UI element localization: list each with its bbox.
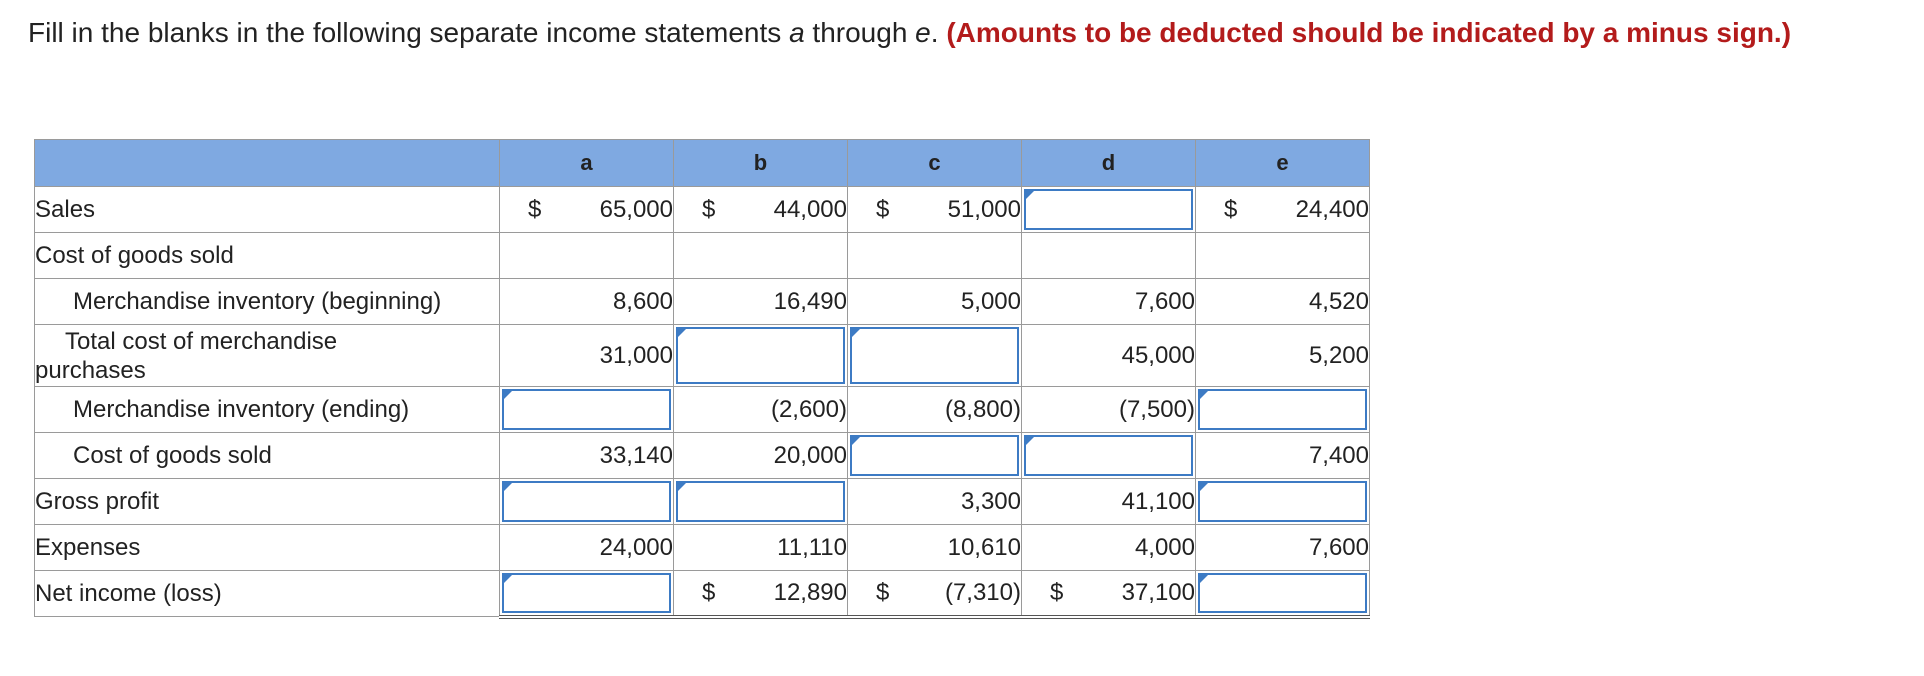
col-header-c: c [848,140,1022,187]
expenses-a: 24,000 [500,525,674,571]
col-header-a: a [500,140,674,187]
dollar-sign: $ [702,195,716,223]
inv-end-c: (8,800) [848,387,1022,433]
col-header-b: b [674,140,848,187]
dollar-sign: $ [702,578,716,606]
gross-profit-d: 41,100 [1022,479,1196,525]
row-purchases [35,325,1370,387]
cogs-a: 33,140 [500,433,674,479]
row-gross-profit [35,479,1370,525]
inv-begin-b: 16,490 [674,279,848,325]
inv-begin-a: 8,600 [500,279,674,325]
input-marker-icon [676,481,688,493]
expenses-d: 4,000 [1022,525,1196,571]
empty-cell [500,233,674,279]
expenses-c: 10,610 [848,525,1022,571]
answer-input-box[interactable] [502,481,671,522]
instructions-italic-e: e [915,17,931,48]
answer-input-box[interactable] [1198,389,1367,430]
cell-value: 51,000 [947,195,1021,223]
instructions-note: (Amounts to be deducted should be indicated by a minus sign.) [946,17,1792,48]
inv-begin-e: 4,520 [1196,279,1370,325]
input-marker-icon [502,389,514,401]
input-marker-icon [1198,573,1210,585]
input-marker-icon [1198,389,1210,401]
answer-input-box[interactable] [676,327,845,384]
gross-profit-a-input[interactable] [500,479,674,525]
cell-value: 24,400 [1295,195,1369,223]
row-label-sales: Sales [35,187,500,233]
cell-value: 65,000 [599,195,673,223]
net-income-e-input[interactable] [1196,571,1370,617]
inv-end-e-input[interactable] [1196,387,1370,433]
sales-b [674,187,848,233]
input-marker-icon [850,327,862,339]
row-cogs-header [35,233,1370,279]
input-marker-icon [502,481,514,493]
answer-input-box[interactable] [1198,481,1367,522]
dollar-sign: $ [876,578,890,606]
dollar-sign: $ [876,195,890,223]
purchases-d: 45,000 [1022,325,1196,387]
input-marker-icon [676,327,688,339]
inv-begin-d: 7,600 [1022,279,1196,325]
row-sales [35,187,1370,233]
cell-value: 37,100 [1121,578,1195,606]
empty-cell [1196,233,1370,279]
col-header-d: d [1022,140,1196,187]
dollar-sign: $ [1050,578,1064,606]
sales-a [500,187,674,233]
net-income-d [1022,571,1196,617]
sales-c [848,187,1022,233]
dollar-sign: $ [1224,195,1238,223]
input-marker-icon [502,573,514,585]
net-income-a-input[interactable] [500,571,674,617]
cell-value: 12,890 [773,578,847,606]
col-header-e: e [1196,140,1370,187]
inv-end-d: (7,500) [1022,387,1196,433]
answer-input-box[interactable] [1024,435,1193,476]
purchases-b-input[interactable] [674,325,848,387]
row-label-inventory-beginning: Merchandise inventory (beginning) [35,279,500,325]
instructions-text [28,14,1908,52]
cogs-b: 20,000 [674,433,848,479]
instructions-part3: . [930,17,947,48]
input-marker-icon [850,435,862,447]
gross-profit-b-input[interactable] [674,479,848,525]
row-expenses [35,525,1370,571]
row-net-income [35,571,1370,617]
input-marker-icon [1024,189,1036,201]
answer-input-box[interactable] [1198,573,1367,613]
answer-input-box[interactable] [502,573,671,613]
cogs-e: 7,400 [1196,433,1370,479]
net-income-b [674,571,848,617]
row-label-cogs: Cost of goods sold [35,433,500,479]
row-label-expenses: Expenses [35,525,500,571]
row-label-purchases [35,325,500,387]
row-cogs [35,433,1370,479]
cogs-c-input[interactable] [848,433,1022,479]
sales-e [1196,187,1370,233]
answer-input-box[interactable] [676,481,845,522]
answer-input-box[interactable] [502,389,671,430]
answer-input-box[interactable] [850,435,1019,476]
answer-input-box[interactable] [1024,189,1193,230]
purchases-e: 5,200 [1196,325,1370,387]
inv-begin-c: 5,000 [848,279,1022,325]
header-label-cell [35,140,500,187]
empty-cell [1022,233,1196,279]
cell-value: 44,000 [773,195,847,223]
income-statements-table [34,139,1370,619]
purchases-label-line1: Total cost of merchandise [65,327,338,355]
answer-input-box[interactable] [850,327,1019,384]
purchases-a: 31,000 [500,325,674,387]
net-income-c [848,571,1022,617]
expenses-e: 7,600 [1196,525,1370,571]
header-row [35,140,1370,187]
row-inventory-beginning [35,279,1370,325]
gross-profit-c: 3,300 [848,479,1022,525]
row-label-inventory-ending: Merchandise inventory (ending) [35,387,500,433]
inv-end-a-input[interactable] [500,387,674,433]
purchases-label-line2: purchases [35,356,146,384]
empty-cell [674,233,848,279]
dollar-sign: $ [528,195,542,223]
input-marker-icon [1198,481,1210,493]
purchases-c-input[interactable] [848,325,1022,387]
cogs-d-input[interactable] [1022,433,1196,479]
instructions-part1: Fill in the blanks in the following separate income statements [28,17,790,48]
instructions-part2: through [804,17,916,48]
inv-end-b: (2,600) [674,387,848,433]
row-label-gross-profit: Gross profit [35,479,500,525]
row-inventory-ending [35,387,1370,433]
empty-cell [848,233,1022,279]
gross-profit-e-input[interactable] [1196,479,1370,525]
instructions-italic-a: a [789,17,805,48]
row-label-cogs-header: Cost of goods sold [35,233,500,279]
expenses-b: 11,110 [674,525,848,571]
row-label-net-income: Net income (loss) [35,571,500,617]
input-marker-icon [1024,435,1036,447]
sales-d-input[interactable] [1022,187,1196,233]
cell-value: (7,310) [944,578,1021,606]
